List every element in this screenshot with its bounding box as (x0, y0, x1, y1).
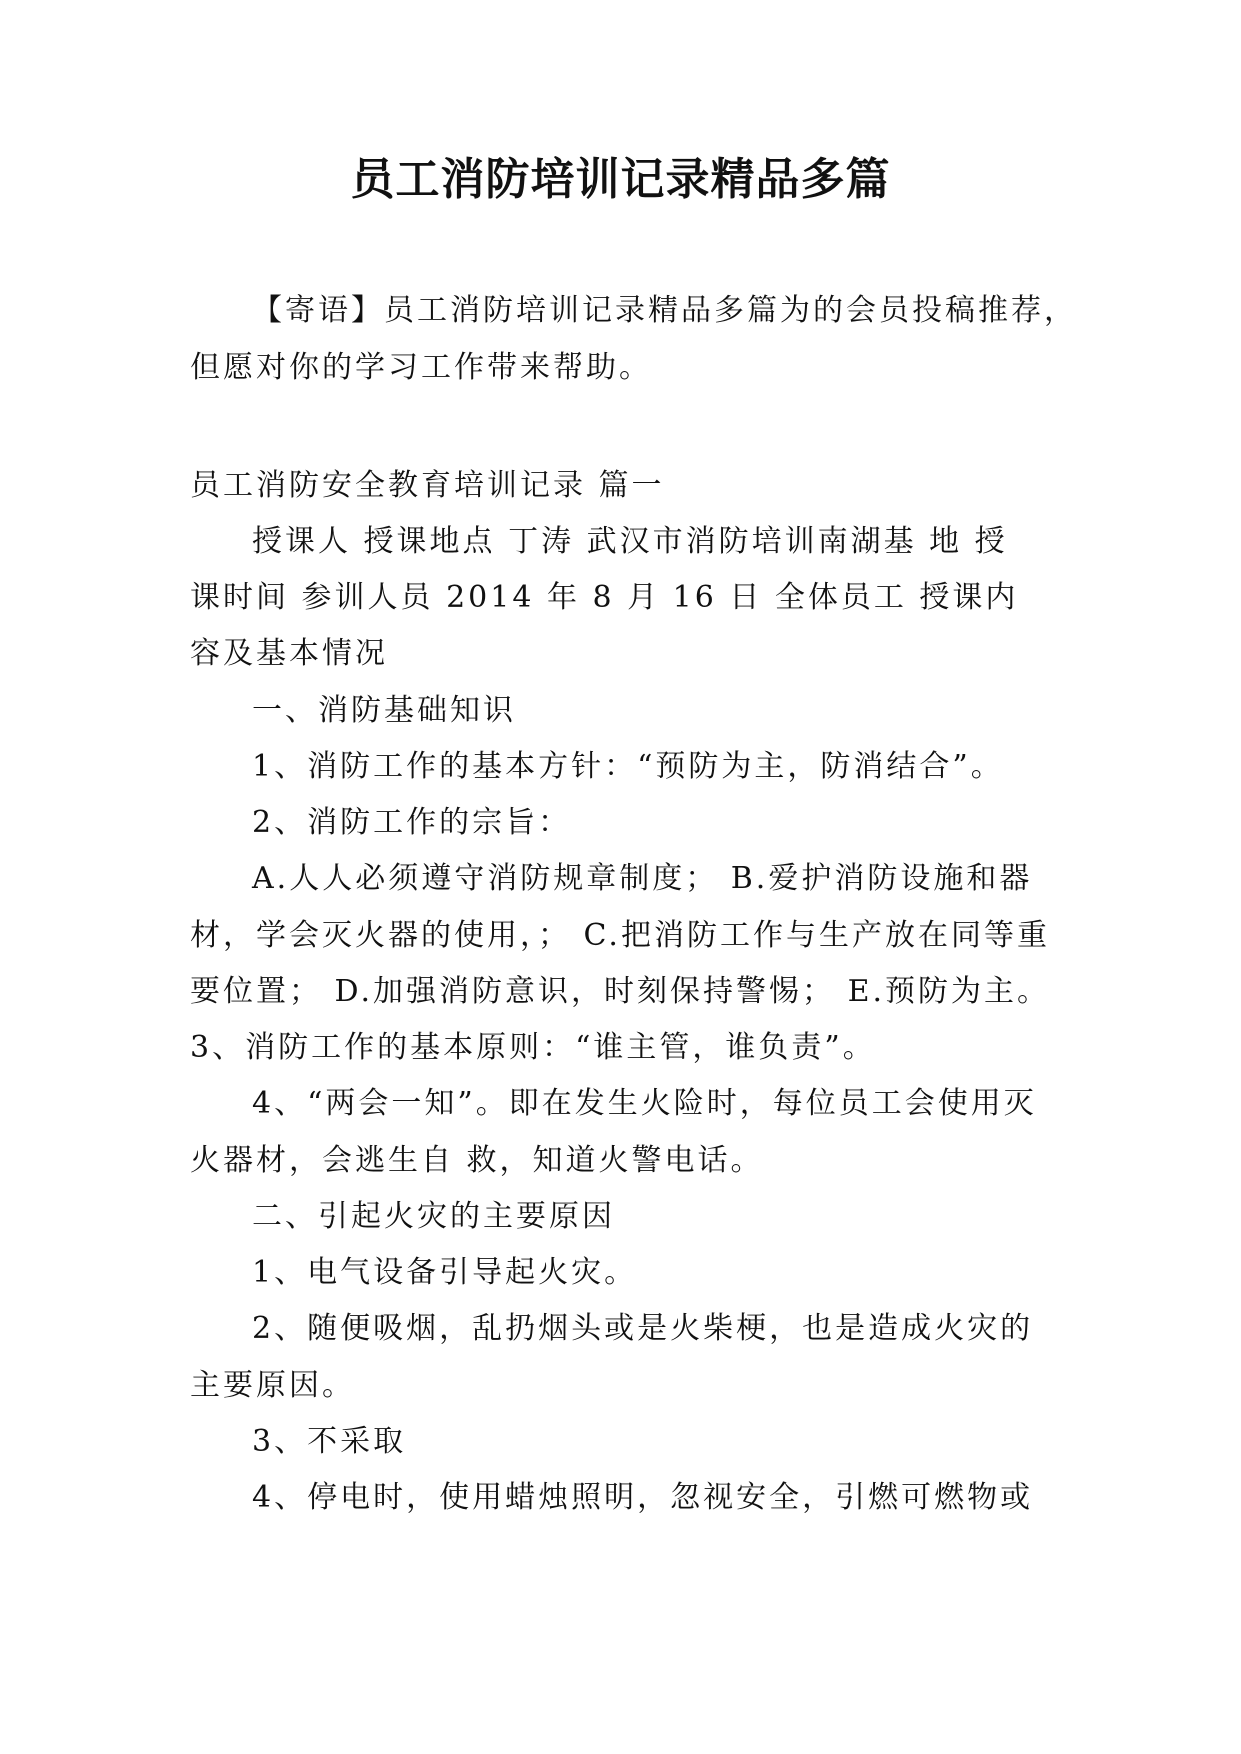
paragraph-line: 材，学会灭火器的使用，； C.把消防工作与生产放在同等重 (190, 918, 1050, 953)
section-heading: 员工消防安全教育培训记录 篇一 (190, 468, 665, 503)
paragraph-line: 3、不采取 (252, 1424, 407, 1459)
subsection-heading: 一、消防基础知识 (252, 693, 516, 728)
paragraph-line: 要位置； D.加强消防意识，时刻保持警惕； E.预防为主。 (190, 974, 1051, 1009)
foreword-line-2: 但愿对你的学习工作带来帮助。 (190, 350, 652, 385)
paragraph-line: 1、消防工作的基本方针：“预防为主，防消结合”。 (252, 749, 1004, 784)
paragraph-line: 授课人 授课地点 丁涛 武汉市消防培训南湖基 地 授 (252, 524, 1008, 559)
paragraph-line: 4、停电时，使用蜡烛照明，忽视安全，引燃可燃物或 (252, 1480, 1034, 1515)
paragraph-line: 1、电气设备引导起火灾。 (252, 1255, 638, 1290)
subsection-heading: 二、引起火灾的主要原因 (252, 1199, 615, 1234)
paragraph-line: 容及基本情况 (190, 636, 388, 671)
paragraph-line: A.人人必须遵守消防规章制度； B.爱护消防设施和器 (252, 861, 1033, 896)
paragraph-line: 火器材，会逃生自 救，知道火警电话。 (190, 1143, 764, 1178)
paragraph-line: 课时间 参训人员 2014 年 8 月 16 日 全体员工 授课内 (190, 580, 1019, 615)
document-title: 员工消防培训记录精品多篇 (350, 154, 891, 205)
paragraph-line: 2、消防工作的宗旨： (252, 805, 572, 840)
paragraph-line: 主要原因。 (190, 1368, 355, 1403)
paragraph-line: 4、“两会一知”。即在发生火险时，每位员工会使用灭 (252, 1086, 1037, 1121)
paragraph-line: 3、消防工作的基本原则：“谁主管，谁负责”。 (190, 1030, 876, 1065)
foreword-line-1: 【寄语】员工消防培训记录精品多篇为的会员投稿推荐， (252, 293, 1077, 328)
paragraph-line: 2、随便吸烟，乱扔烟头或是火柴梗，也是造成火灾的 (252, 1311, 1034, 1346)
